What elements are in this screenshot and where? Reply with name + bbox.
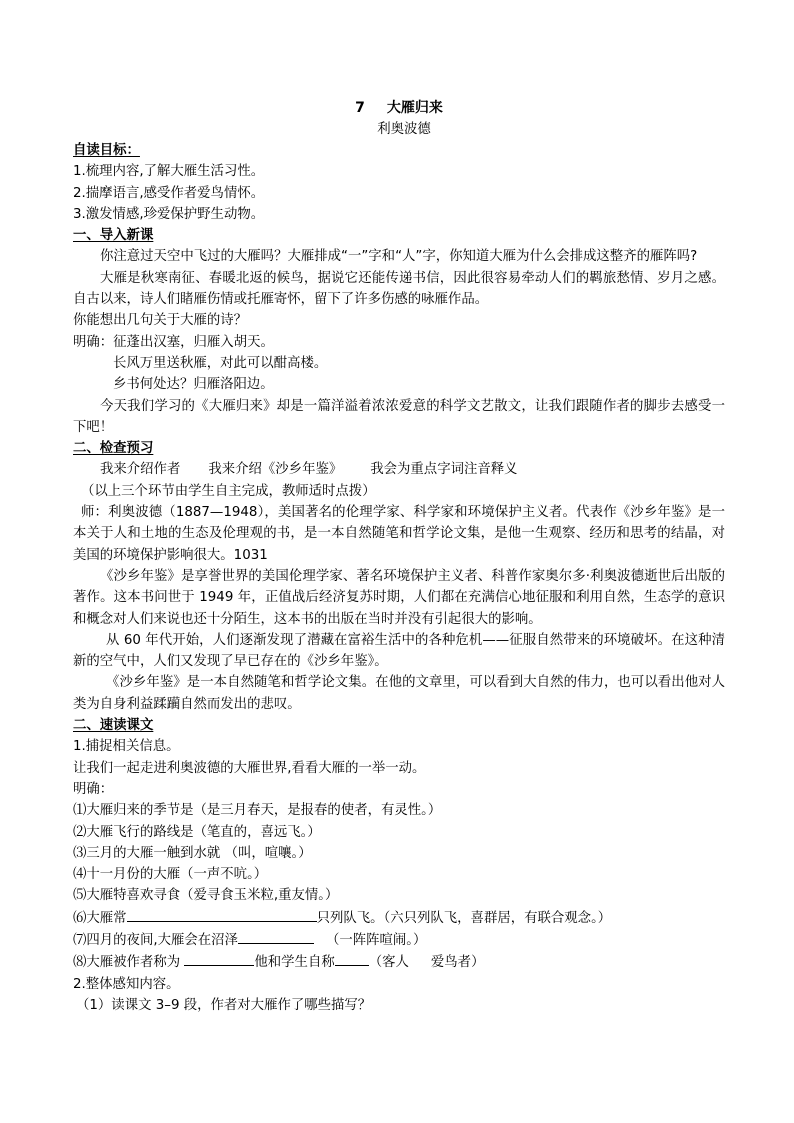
answer-text: 明确：征蓬出汉塞，归雁入胡天。: [73, 334, 274, 350]
answer-item: [73, 929, 725, 951]
poem-line: 乡书何处达？归雁洛阳边。: [113, 377, 274, 393]
answer-item: ⑸大雁特喜欢寻食（爱寻食玉米粒,重友情。）: [73, 888, 339, 904]
answer-prefix: ⑻大雁被作者称为: [73, 955, 185, 971]
fill-blank[interactable]: [184, 951, 254, 966]
document-page: [73, 96, 725, 1016]
answer-item: [73, 907, 725, 929]
goals-heading: 自读目标：: [73, 143, 140, 158]
answer-middle: 他和学生自称: [254, 955, 335, 971]
preview-task: 我会为重点字词注音释义: [370, 462, 518, 478]
paragraph: 今天我们学习的《大雁归来》却是一篇洋溢着浓浓爱意的科学文艺散文，让我们跟随作者的脚步去感受一下吧！: [73, 398, 725, 435]
question-text: （1）读课文 3–9 段，作者对大雁作了哪些描写？: [76, 997, 372, 1013]
answer-item: ⑵大雁飞行的路线是（笔直的，喜远飞。）: [73, 824, 321, 840]
paragraph: 从 60 年代开始，人们逐渐发现了潜藏在富裕生活中的各种危机——征服自然带来的环境破坏。在这种清新的空气中，人们又发现了早已存在的《沙乡年鉴》。: [73, 632, 725, 670]
question-text: 你能想出几句关于大雁的诗？: [73, 313, 248, 329]
section-heading-preview: 二、检查预习: [73, 441, 154, 457]
answer-item: [73, 951, 725, 973]
lesson-number: 7: [355, 100, 365, 116]
preview-task: 我来介绍作者: [100, 462, 181, 478]
fill-blank[interactable]: [335, 951, 369, 966]
poem-line: 长风万里送秋雁，对此可以酣高楼。: [113, 355, 328, 371]
lesson-author: 利奥波德: [377, 122, 431, 137]
answer-label: 明确：: [73, 781, 114, 797]
fill-blank[interactable]: [127, 907, 317, 922]
paragraph: 你注意过天空中飞过的大雁吗？大雁排成“一”字和“人”字，你知道大雁为什么会排成这整齐的雁阵吗?: [100, 249, 698, 265]
answer-suffix: （客人: [368, 955, 409, 971]
fill-blank[interactable]: [238, 929, 314, 944]
preview-tasks: [73, 459, 725, 480]
goal-item: 2.揣摩语言,感受作者爱鸟情怀。: [73, 185, 265, 201]
task-item: 2.整体感知内容。: [73, 976, 180, 992]
paragraph: 让我们一起走进利奥波德的大雁世界,看看大雁的一举一动。: [73, 760, 426, 776]
preview-task: 我来介绍《沙乡年鉴》: [208, 462, 343, 478]
task-item: 1.捕捉相关信息。: [73, 739, 180, 755]
answer-item: ⑴大雁归来的季节是（是三月春天，是报春的使者，有灵性。）: [73, 803, 442, 819]
paragraph: 《沙乡年鉴》是享誉世界的美国伦理学家、著名环境保护主义者、科普作家奥尔多·利奥波德逝世后出版的著作。这本书问世于 1949 年，正值战后经济复苏时期，人们都在充满信心地征服和利用自然，生态学的意识和概念对人们来说也还十分陌生，这本书的出版在当时并没有引起很大的影响。: [73, 568, 725, 627]
teacher-paragraph: 师：利奥波德（1887—1948），美国著名的伦理学家、科学家和环境保护主义者。代表作《沙乡年鉴》是一本关于人和土地的生态及伦理观的书，是一本自然随笔和哲学论文集，是他一生观察、经历和思考的结晶，对美国的环境保护影响很大。1031: [73, 505, 725, 563]
goal-item: 3.激发情感,珍爱保护野生动物。: [73, 206, 265, 222]
answer-prefix: ⑹大雁常: [73, 910, 127, 926]
goal-item: 1.梳理内容,了解大雁生活习性。: [73, 164, 265, 180]
answer-suffix: 只列队飞。（六只列队飞，喜群居，有联合观念。）: [316, 910, 612, 926]
lesson-title-text: 大雁归来: [386, 100, 443, 116]
paragraph: 《沙乡年鉴》是一本自然随笔和哲学论文集。在他的文章里，可以看到大自然的伟力，也可以看出他对人类为自身利益蹂躏自然而发出的悲叹。: [73, 675, 725, 712]
lesson-title: [73, 96, 725, 120]
section-heading-reading: 二、速读课文: [73, 718, 154, 734]
preview-note: （以上三个环节由学生自主完成，教师适时点拨）: [81, 483, 376, 499]
answer-prefix: ⑺四月的夜间,大雁会在沼泽: [73, 932, 238, 948]
section-heading-intro: 一、导入新课: [73, 228, 154, 244]
answer-suffix: （一阵阵喧闹。）: [325, 932, 427, 948]
answer-item: ⑶三月的大雁一触到水就 （叫，喧嚷。）: [73, 845, 312, 861]
answer-item: ⑷十一月份的大雁（一声不吭。）: [73, 867, 268, 883]
answer-suffix: 爱鸟者）: [430, 955, 485, 971]
paragraph: 大雁是秋寒南征、春暖北返的候鸟，据说它还能传递书信，因此很容易牵动人们的羁旅愁情、岁月之感。自古以来，诗人们睹雁伤情或托雁寄怀，留下了许多伤感的咏雁作品。: [73, 270, 725, 308]
